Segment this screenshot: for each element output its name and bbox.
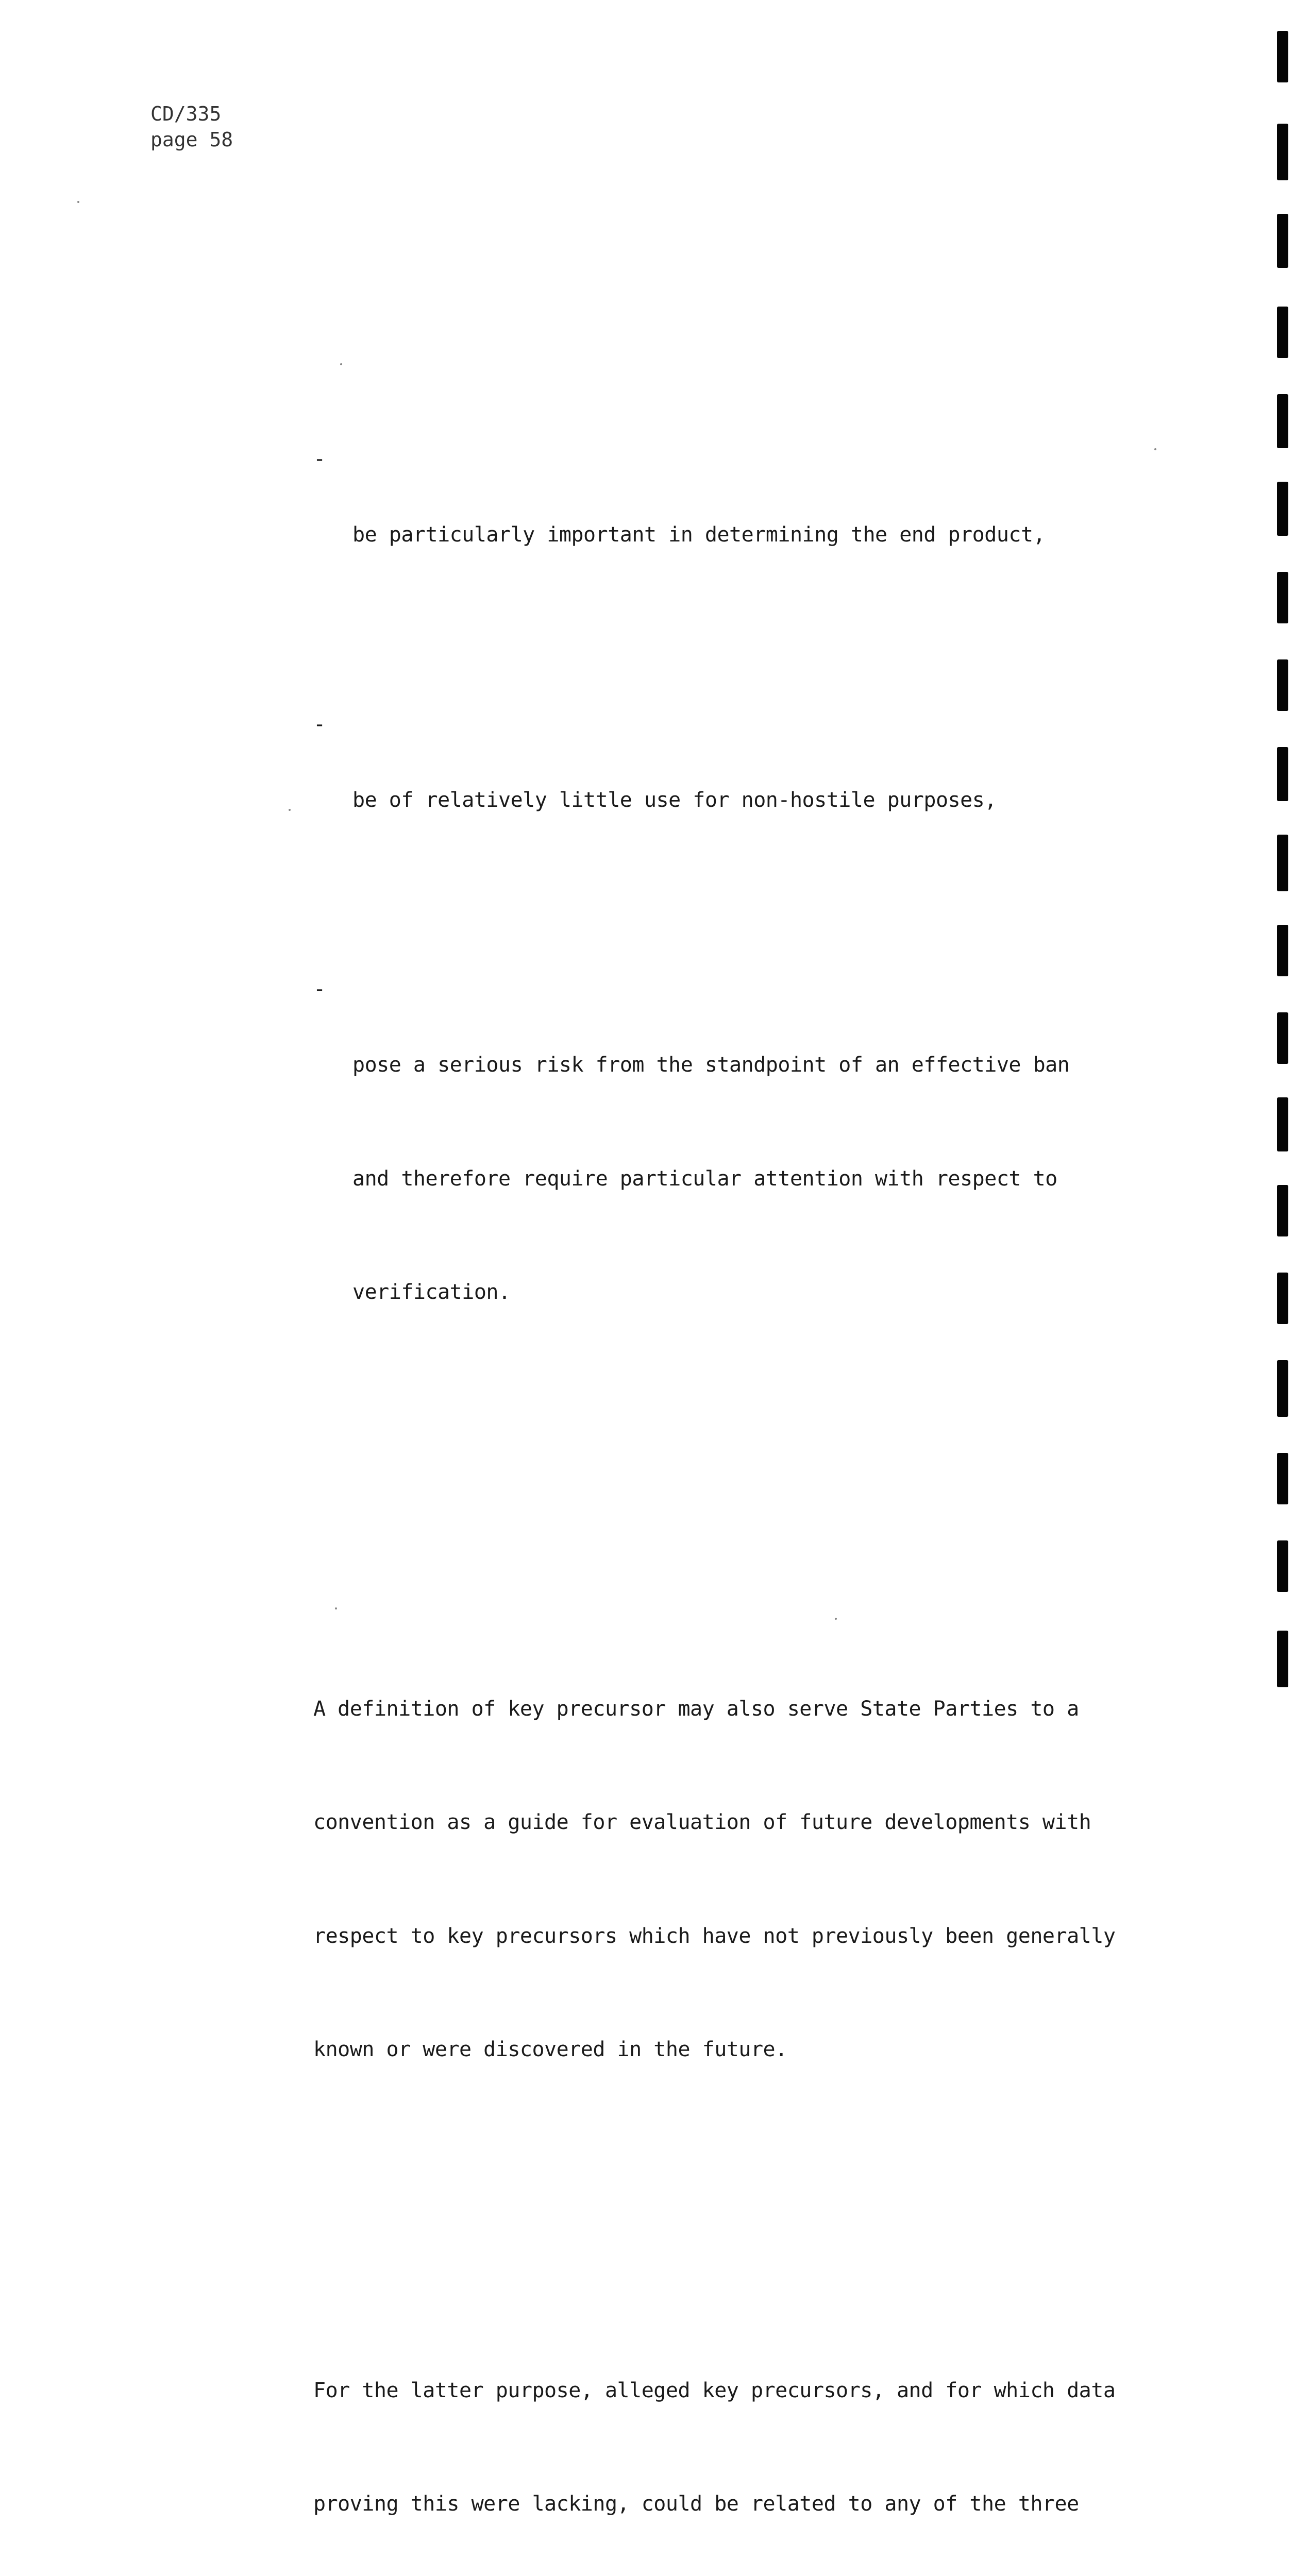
scan-speck (289, 809, 291, 811)
binding-mark (1277, 1360, 1288, 1417)
scan-speck (77, 201, 79, 203)
list-item (313, 440, 1164, 630)
bullet-marker: - (313, 971, 352, 1387)
page-header (150, 101, 233, 152)
binding-mark (1277, 659, 1288, 711)
paragraph-key-precursor-guide (313, 1615, 1164, 2145)
binding-mark (1277, 307, 1288, 358)
binding-mark (1277, 572, 1288, 623)
text-line: and therefore require particular attention with respect to (352, 1160, 1069, 1198)
body-text (313, 213, 1164, 2576)
binding-mark (1277, 1631, 1288, 1687)
list-item (313, 706, 1164, 895)
text-line: convention as a guide for evaluation of future developments with (313, 1804, 1164, 1842)
bullet-marker: - (313, 706, 352, 895)
text-line: For the latter purpose, alleged key precursors, and for which data (313, 2372, 1164, 2410)
text-line: be of relatively little use for non-hostile purposes, (352, 782, 997, 820)
scan-speck (835, 1618, 837, 1620)
binding-mark (1277, 124, 1288, 180)
page-number: page 58 (150, 127, 233, 152)
paragraph-latter-purpose (313, 2296, 1164, 2576)
document-reference: CD/335 (150, 101, 233, 127)
scan-speck (340, 363, 342, 365)
scan-speck (335, 1607, 337, 1609)
binding-mark (1277, 1012, 1288, 1064)
binding-mark (1277, 1453, 1288, 1504)
list-item (313, 971, 1164, 1387)
scan-speck (1154, 448, 1156, 450)
binding-mark (1277, 1273, 1288, 1324)
text-line: verification. (352, 1274, 1069, 1312)
text-line: A definition of key precursor may also serve State Parties to a (313, 1690, 1164, 1728)
binding-mark (1277, 747, 1288, 801)
text-line: respect to key precursors which have not previously been generally (313, 1918, 1164, 1956)
binding-mark (1277, 1097, 1288, 1151)
text-line: pose a serious risk from the standpoint of an effective ban (352, 1046, 1069, 1084)
text-line: known or were discovered in the future. (313, 2031, 1164, 2069)
binding-mark (1277, 1540, 1288, 1592)
text-line: be particularly important in determining the end product, (352, 516, 1045, 554)
text-line: proving this were lacking, could be related to any of the three (313, 2485, 1164, 2523)
binding-mark (1277, 214, 1288, 268)
binding-mark (1277, 925, 1288, 976)
bullet-marker: - (313, 440, 352, 630)
binding-mark (1277, 835, 1288, 891)
binding-mark (1277, 482, 1288, 536)
binding-mark (1277, 31, 1288, 82)
bullet-list (313, 365, 1164, 1463)
binding-mark (1277, 394, 1288, 448)
scan-binding-marks (1277, 0, 1298, 1713)
binding-mark (1277, 1185, 1288, 1236)
